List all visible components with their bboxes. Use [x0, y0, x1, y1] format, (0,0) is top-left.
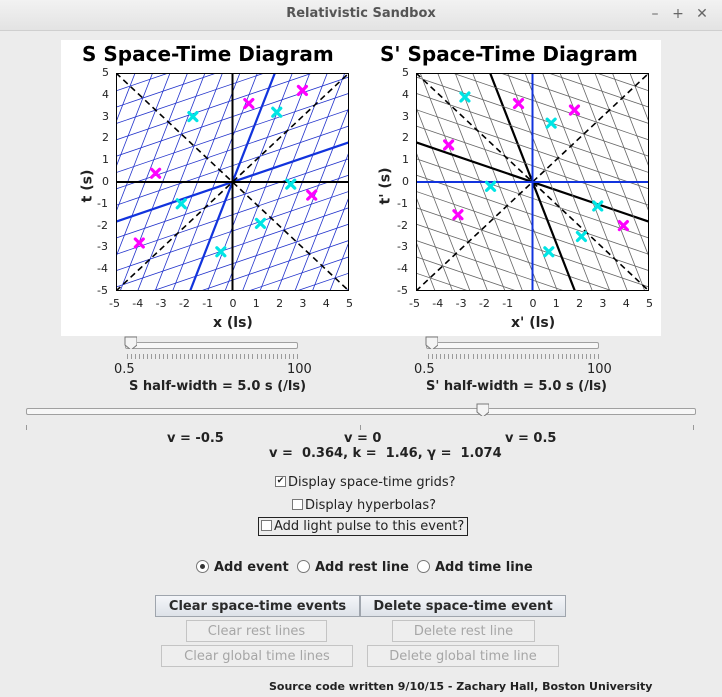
plot-clip-group [416, 73, 649, 291]
slider-tick [212, 354, 213, 359]
slider-tick [485, 354, 486, 359]
x-tick-label: 1 [252, 297, 260, 310]
x-tick-label: -5 [109, 297, 120, 310]
sp-y-axis-label: t' (s) [377, 167, 394, 205]
slider-tick [537, 354, 538, 359]
slider-tick [570, 354, 571, 359]
slider-tick [248, 354, 249, 359]
velocity-slider-thumb[interactable] [476, 403, 489, 416]
y-tick-label: 0 [102, 175, 109, 188]
event-marker [256, 219, 264, 227]
s-diagram-title: S Space-Time Diagram [82, 42, 334, 66]
event-marker [135, 239, 143, 247]
slider-tick [257, 354, 258, 359]
slider-tick [541, 354, 542, 359]
slider-tick [444, 354, 445, 359]
add-rest-line-radio[interactable] [297, 560, 409, 575]
slider-tick [594, 354, 595, 359]
slider-tick [464, 354, 465, 359]
s-y-axis-label: t (s) [79, 169, 96, 203]
x-tick-label: 4 [622, 297, 630, 310]
x-tick-label: -4 [432, 297, 444, 310]
velocity-tick-left [26, 425, 27, 430]
y-tick-label: 1 [402, 153, 409, 167]
slider-tick [265, 354, 266, 359]
slider-tick [473, 354, 474, 359]
slider-tick [456, 354, 457, 359]
sp-x-axis-label: x' (ls) [511, 315, 556, 331]
slider-tick [293, 354, 294, 359]
checkbox-empty-icon [292, 499, 303, 510]
slider-tick [513, 354, 514, 359]
slider-tick [574, 354, 575, 359]
radio-empty-icon [297, 560, 310, 573]
display-hyperbolas-checkbox[interactable] [292, 498, 436, 513]
y-tick-label: 0 [402, 175, 409, 188]
x-tick-label: -2 [478, 297, 490, 310]
slider-tick [525, 354, 526, 359]
slider-tick [521, 354, 522, 359]
display-hyperbolas-label: Display hyperbolas? [305, 498, 437, 513]
event-marker [570, 106, 578, 114]
add-event-radio[interactable] [196, 560, 289, 575]
radio-empty-icon [417, 560, 430, 573]
event-marker [177, 200, 185, 208]
event-marker [245, 100, 253, 108]
slider-tick [509, 354, 510, 359]
slider-tick [228, 354, 229, 359]
slider-tick [131, 354, 132, 359]
slider-tick [549, 354, 550, 359]
x-tick-label: -2 [178, 297, 190, 310]
slider-tick [497, 354, 498, 359]
slider-tick [200, 354, 201, 359]
slider-tick [277, 354, 278, 359]
slider-tick [216, 354, 217, 359]
x-tick-label: 1 [552, 297, 560, 310]
event-marker [217, 248, 225, 256]
event-marker [152, 169, 160, 177]
sp-halfwidth-slider-ticks [428, 354, 598, 360]
slider-tick [180, 354, 181, 359]
slider-tick [172, 354, 173, 359]
slider-tick [440, 354, 441, 359]
y-tick-label: -5 [97, 284, 108, 297]
slider-tick [553, 354, 554, 359]
x-tick-label: -1 [502, 297, 514, 310]
slider-tick [517, 354, 518, 359]
velocity-tick-mid [360, 425, 361, 430]
checkbox-checked-icon: ✔ [276, 476, 285, 486]
y-tick-label: -2 [97, 218, 108, 232]
slider-tick [240, 354, 241, 359]
slider-tick [505, 354, 506, 359]
slider-tick [135, 354, 136, 359]
slider-tick [261, 354, 262, 359]
radio-selected-icon [196, 560, 209, 573]
y-tick-label: -3 [97, 240, 108, 254]
slider-tick [529, 354, 530, 359]
y-tick-label: -3 [397, 240, 408, 254]
window-titlebar [0, 0, 722, 31]
event-marker [577, 233, 585, 241]
slider-tick [159, 354, 160, 359]
y-tick-label: -4 [97, 262, 108, 276]
slider-tick [220, 354, 221, 359]
x-tick-label: 3 [299, 297, 307, 310]
event-marker [487, 182, 495, 190]
slider-tick [184, 354, 185, 359]
clear-rest-lines-button[interactable]: Clear rest lines [186, 620, 327, 642]
delete-rest-line-button[interactable]: Delete rest line [392, 620, 535, 642]
y-tick-label: -1 [97, 196, 108, 210]
slider-tick [188, 354, 189, 359]
x-tick-label: 2 [276, 297, 284, 310]
slider-tick [598, 354, 599, 359]
display-grids-checkbox[interactable] [275, 475, 456, 490]
sp-diagram-plot[interactable] [416, 73, 649, 291]
slider-tick [448, 354, 449, 359]
velocity-readout: v = 0.364, k = 1.46, γ = 1.074 [269, 446, 502, 461]
slider-tick [477, 354, 478, 359]
checkbox-empty-icon [261, 520, 272, 531]
slider-tick [436, 354, 437, 359]
sp-diagram-title: S' Space-Time Diagram [380, 42, 638, 66]
slider-tick [432, 354, 433, 359]
slider-tick [545, 354, 546, 359]
slider-tick [155, 354, 156, 359]
y-tick-label: 1 [102, 153, 109, 167]
s-halfwidth-slider-track[interactable] [125, 342, 298, 349]
velocity-label-mid: v = 0 [344, 431, 382, 446]
slider-tick [163, 354, 164, 359]
y-tick-label: 2 [402, 131, 409, 145]
slider-tick [204, 354, 205, 359]
slider-tick [468, 354, 469, 359]
event-marker [454, 211, 462, 219]
event-marker [547, 119, 555, 127]
slider-tick [232, 354, 233, 359]
velocity-slider-track[interactable] [26, 408, 696, 415]
slider-tick [558, 354, 559, 359]
slider-tick [289, 354, 290, 359]
event-marker [273, 108, 281, 116]
sp-halfwidth-slider-thumb[interactable] [425, 336, 438, 349]
slider-tick [452, 354, 453, 359]
sp-halfwidth-min-label: 0.5 [414, 362, 435, 377]
event-marker [461, 93, 469, 101]
event-marker [445, 141, 453, 149]
s-halfwidth-slider-ticks [127, 354, 297, 360]
add-rest-line-label: Add rest line [315, 560, 409, 575]
slider-tick [252, 354, 253, 359]
slider-tick [281, 354, 282, 359]
clear-events-button[interactable]: Clear space-time events [155, 595, 360, 617]
footer-credit: Source code written 9/10/15 - Zachary Hall, Boston University [269, 680, 653, 693]
x-tick-label: 5 [346, 297, 353, 310]
slider-tick [236, 354, 237, 359]
close-button[interactable]: ✕ [696, 6, 708, 22]
slider-tick [460, 354, 461, 359]
slider-tick [533, 354, 534, 359]
slider-tick [501, 354, 502, 359]
s-halfwidth-caption: S half-width = 5.0 s (/ls) [129, 379, 307, 394]
add-event-label: Add event [214, 560, 289, 575]
delete-event-button[interactable]: Delete space-time event [360, 595, 566, 617]
y-tick-label: 5 [102, 66, 109, 79]
slider-tick [139, 354, 140, 359]
slider-tick [127, 354, 128, 359]
y-tick-label: -2 [397, 218, 408, 232]
slider-tick [167, 354, 168, 359]
slider-tick [208, 354, 209, 359]
x-tick-label: -1 [202, 297, 214, 310]
diagrams-canvas[interactable] [61, 40, 661, 336]
slider-tick [428, 354, 429, 359]
slider-tick [590, 354, 591, 359]
velocity-label-right: v = 0.5 [505, 431, 557, 446]
slider-tick [493, 354, 494, 359]
add-light-pulse-label: Add light pulse to this event? [274, 519, 465, 534]
sp-halfwidth-slider-track[interactable] [426, 342, 599, 349]
slider-tick [192, 354, 193, 359]
add-light-pulse-checkbox[interactable] [258, 517, 468, 536]
y-tick-label: 2 [102, 131, 109, 145]
s-halfwidth-slider-thumb[interactable] [124, 336, 137, 349]
slider-tick [297, 354, 298, 359]
y-tick-label: -1 [397, 196, 408, 210]
y-tick-label: 5 [402, 66, 409, 79]
slider-tick [586, 354, 587, 359]
y-tick-label: 3 [102, 109, 109, 123]
slider-tick [273, 354, 274, 359]
window-title: Relativistic Sandbox [286, 6, 436, 21]
y-tick-label: -4 [397, 262, 408, 276]
y-tick-label: 4 [102, 87, 109, 101]
x-tick-label: 0 [229, 297, 237, 310]
velocity-tick-right [693, 425, 694, 430]
x-tick-label: -4 [132, 297, 144, 310]
y-tick-label: 3 [402, 109, 409, 123]
x-tick-label: 5 [646, 297, 653, 310]
slider-tick [481, 354, 482, 359]
x-tick-label: -3 [455, 297, 467, 310]
add-time-line-label: Add time line [435, 560, 533, 575]
s-x-axis-label: x (ls) [213, 315, 253, 331]
maximize-button[interactable]: + [672, 6, 684, 22]
sp-halfwidth-max-label: 100 [587, 362, 612, 377]
x-tick-label: -5 [409, 297, 420, 310]
slider-tick [489, 354, 490, 359]
minimize-button[interactable]: – [651, 6, 659, 22]
s-halfwidth-max-label: 100 [287, 362, 312, 377]
x-tick-label: 2 [576, 297, 584, 310]
display-grids-label: Display space-time grids? [288, 475, 456, 490]
x-tick-label: 3 [599, 297, 607, 310]
slider-tick [143, 354, 144, 359]
s-diagram-plot[interactable] [116, 73, 349, 291]
slider-tick [176, 354, 177, 359]
slider-tick [196, 354, 197, 359]
y-tick-label: 4 [402, 87, 409, 101]
x-tick-label: -3 [155, 297, 167, 310]
slider-tick [151, 354, 152, 359]
slider-tick [566, 354, 567, 359]
y-tick-label: -5 [397, 284, 408, 297]
s-halfwidth-min-label: 0.5 [114, 362, 135, 377]
add-time-line-radio[interactable] [417, 560, 533, 575]
delete-global-time-line-button[interactable]: Delete global time line [367, 645, 559, 667]
clear-global-time-lines-button[interactable]: Clear global time lines [161, 645, 353, 667]
slider-tick [269, 354, 270, 359]
x-tick-label: 0 [529, 297, 537, 310]
velocity-label-left: v = -0.5 [167, 431, 224, 446]
x-tick-label: 4 [322, 297, 330, 310]
slider-tick [224, 354, 225, 359]
sp-halfwidth-caption: S' half-width = 5.0 s (/ls) [426, 379, 608, 394]
plot-clip-group [116, 73, 349, 291]
slider-tick [578, 354, 579, 359]
event-marker [619, 222, 627, 230]
slider-tick [244, 354, 245, 359]
slider-tick [147, 354, 148, 359]
slider-tick [562, 354, 563, 359]
slider-tick [582, 354, 583, 359]
slider-tick [285, 354, 286, 359]
